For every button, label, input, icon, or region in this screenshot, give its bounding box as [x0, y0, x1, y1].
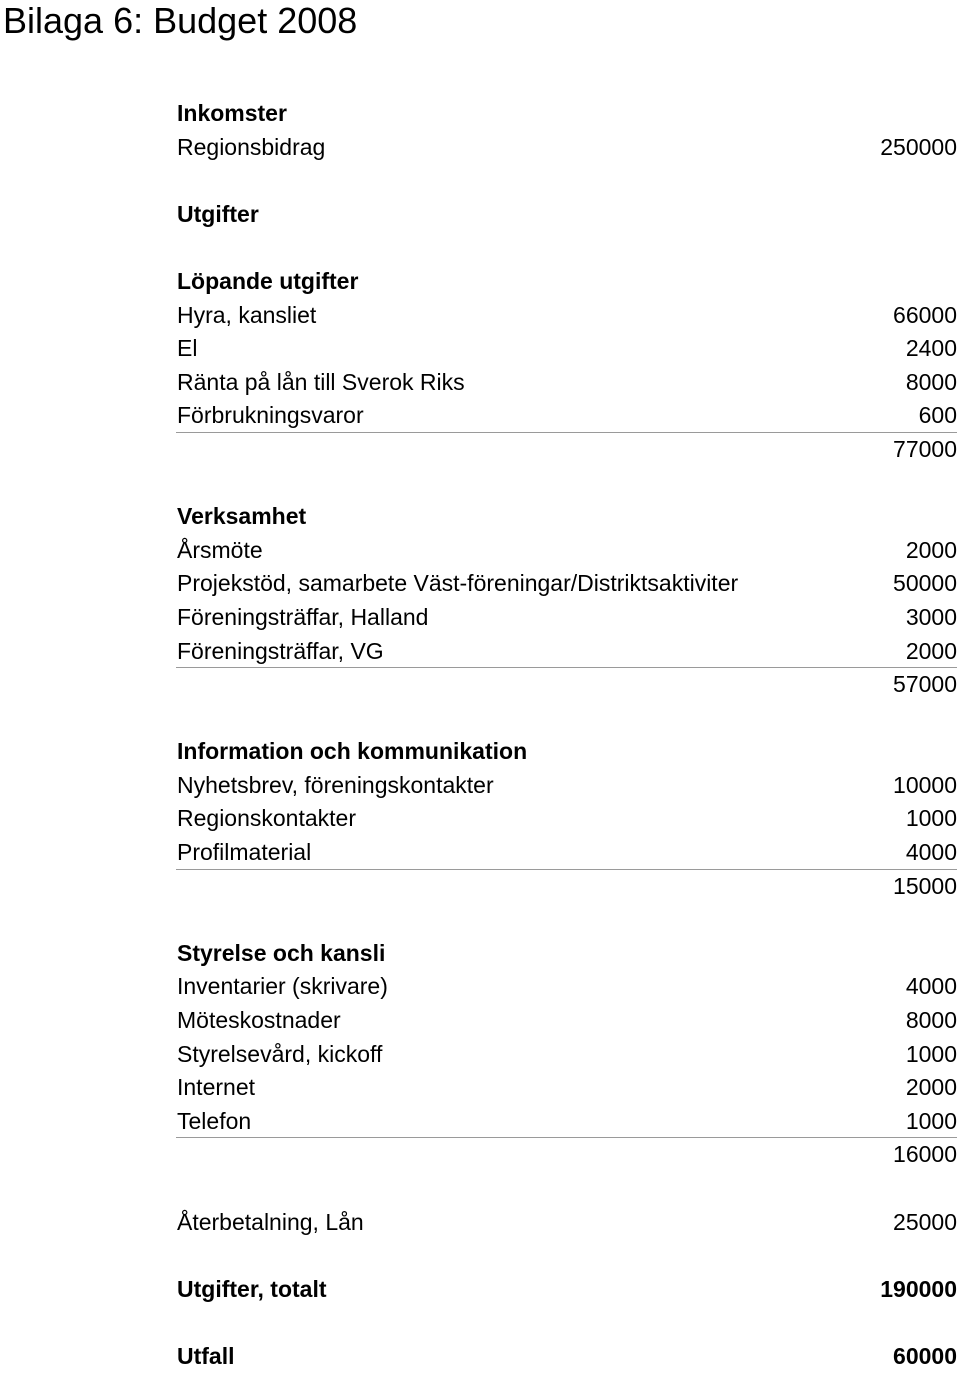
outcome-value: 60000: [893, 1342, 957, 1369]
row-label: Ränta på lån till Sverok Riks: [177, 368, 465, 395]
subtotal-value: 57000: [893, 671, 957, 698]
budget-row: [176, 1105, 957, 1139]
section-heading-lopande: [176, 265, 957, 299]
row-label: Återbetalning, Lån: [177, 1208, 364, 1235]
row-value: 2400: [905, 335, 957, 362]
row-label: Möteskostnader: [177, 1007, 341, 1034]
row-label: Telefon: [177, 1107, 252, 1134]
subtotal-row: [176, 433, 957, 467]
row-value: 250000: [880, 133, 957, 160]
total-expenses-value: 190000: [880, 1275, 957, 1302]
row-value: 25000: [893, 1208, 957, 1235]
budget-row: [176, 1071, 957, 1105]
subtotal-value: 16000: [893, 1141, 957, 1168]
budget-row: [176, 769, 957, 803]
row-value: 1000: [905, 1107, 957, 1134]
spacer-row: [176, 702, 957, 736]
row-label: Regionskontakter: [177, 805, 356, 832]
subtotal-row: [176, 668, 957, 702]
section-heading-label: Löpande utgifter: [177, 267, 359, 294]
subtotal-value: 15000: [893, 872, 957, 899]
budget-row: [176, 802, 957, 836]
row-value: 50000: [893, 570, 957, 597]
section-heading-verksamhet: [176, 500, 957, 534]
row-label: Styrelsevård, kickoff: [177, 1040, 383, 1067]
spacer-row: [176, 903, 957, 937]
budget-row: [176, 131, 957, 165]
row-value: 2000: [905, 1074, 957, 1101]
row-label: Internet: [177, 1074, 255, 1101]
spacer-row: [176, 164, 957, 198]
row-value: 8000: [905, 368, 957, 395]
section-heading-information: [176, 735, 957, 769]
row-value: 2000: [905, 536, 957, 563]
budget-row: [176, 366, 957, 400]
row-value: 1000: [905, 1040, 957, 1067]
section-heading-label: Utgifter: [177, 200, 259, 227]
section-heading-label: Verksamhet: [177, 503, 307, 530]
row-label: Förbrukningsvaror: [177, 402, 364, 429]
subtotal-row: [176, 870, 957, 904]
row-value: 8000: [905, 1007, 957, 1034]
outcome-label: Utfall: [177, 1342, 235, 1369]
budget-row: [176, 332, 957, 366]
subtotal-row: [176, 1138, 957, 1172]
budget-row: [176, 970, 957, 1004]
section-heading-styrelse: [176, 937, 957, 971]
row-label: El: [177, 335, 198, 362]
row-label: Profilmaterial: [177, 839, 312, 866]
subtotal-value: 77000: [893, 435, 957, 462]
spacer-row: [176, 1172, 957, 1206]
page-title: Bilaga 6: Budget 2008: [3, 0, 358, 41]
section-heading-utgifter: [176, 198, 957, 232]
section-heading-label: Styrelse och kansli: [177, 939, 386, 966]
budget-row: [176, 635, 957, 669]
section-heading-inkomster: [176, 97, 957, 131]
row-label: Nyhetsbrev, föreningskontakter: [177, 771, 494, 798]
row-label: Föreningsträffar, Halland: [177, 603, 429, 630]
spacer-row: [176, 231, 957, 265]
total-expenses-row: [176, 1273, 957, 1307]
row-label: Föreningsträffar, VG: [177, 637, 384, 664]
row-label: Inventarier (skrivare): [177, 973, 388, 1000]
row-value: 3000: [905, 603, 957, 630]
row-value: 10000: [893, 771, 957, 798]
row-value: 600: [918, 402, 957, 429]
budget-row: [176, 1004, 957, 1038]
row-value: 2000: [905, 637, 957, 664]
spacer-row: [176, 467, 957, 501]
budget-row: [176, 601, 957, 635]
section-heading-label: Inkomster: [177, 100, 287, 126]
row-label: Projekstöd, samarbete Väst-föreningar/Distriktsaktiviter: [177, 570, 739, 597]
row-label: Hyra, kansliet: [177, 301, 317, 328]
row-value: 66000: [893, 301, 957, 328]
budget-row: [176, 1038, 957, 1072]
row-label: Årsmöte: [177, 536, 263, 563]
total-expenses-label: Utgifter, totalt: [177, 1275, 327, 1302]
budget-row: [176, 299, 957, 333]
budget-row: [176, 567, 957, 601]
section-heading-label: Information och kommunikation: [177, 738, 528, 765]
budget-row: [176, 399, 957, 433]
budget-row: [176, 836, 957, 870]
spacer-row: [176, 1239, 957, 1273]
spacer-row: [176, 1306, 957, 1340]
repayment-row: [176, 1206, 957, 1240]
row-value: 4000: [905, 839, 957, 866]
budget-row: [176, 534, 957, 568]
row-label: Regionsbidrag: [177, 133, 326, 160]
row-value: 1000: [905, 805, 957, 832]
row-value: 4000: [905, 973, 957, 1000]
budget-sheet: [176, 97, 957, 1374]
